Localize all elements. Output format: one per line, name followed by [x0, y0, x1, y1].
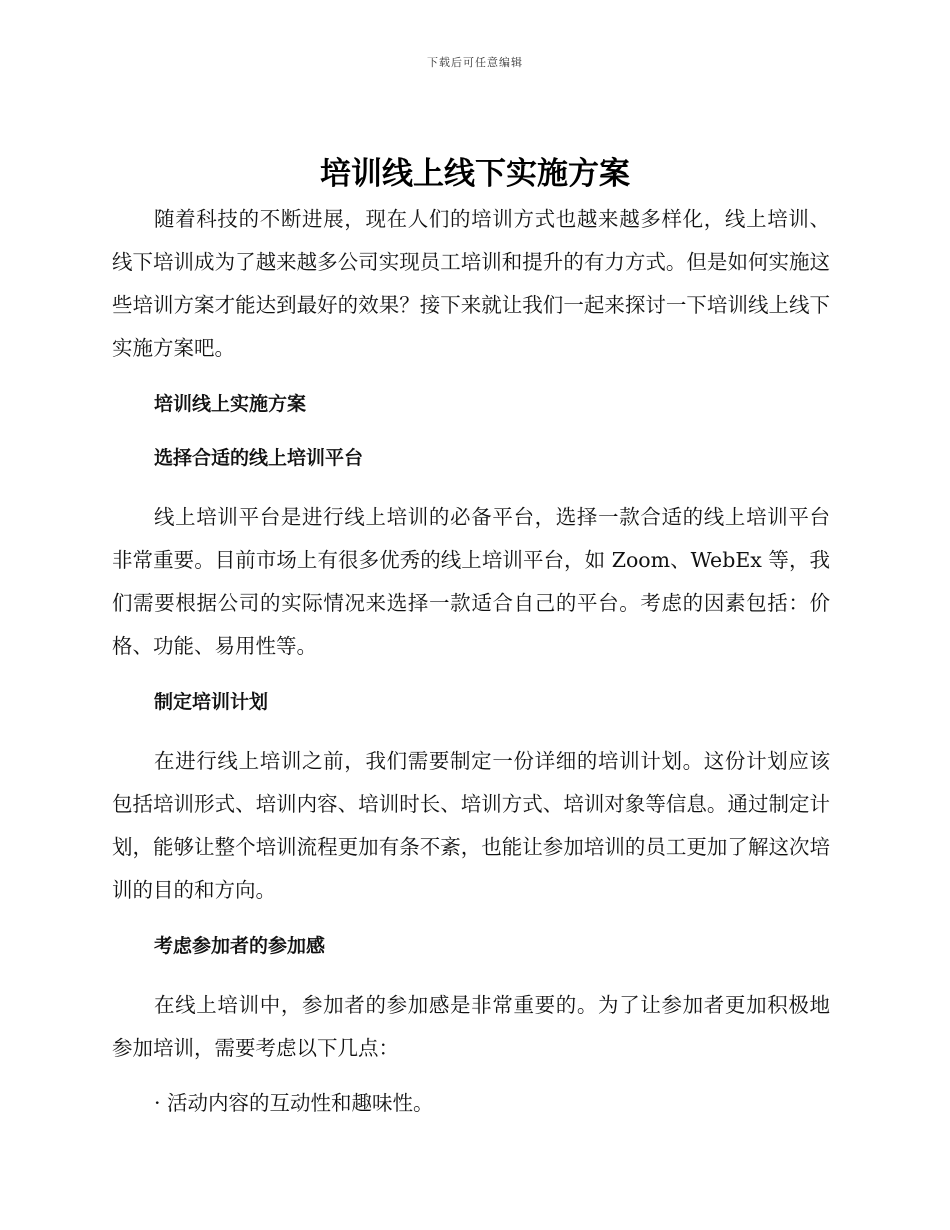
- document-title: 培训线上线下实施方案: [320, 156, 630, 192]
- paragraph-participation: 在线上培训中，参加者的参加感是非常重要的。为了让参加者更加积极地参加培训，需要考虑以下几点：: [112, 993, 830, 1060]
- subheading-platform: 选择合适的线上培训平台: [154, 447, 364, 469]
- document-body: [112, 198, 830, 1125]
- subheading-plan: 制定培训计划: [154, 691, 269, 713]
- header-note: 下载后可任意编辑: [427, 56, 523, 69]
- subheading-participation: 考虑参加者的参加感: [154, 935, 326, 957]
- intro-paragraph: 随着科技的不断进展，现在人们的培训方式也越来越多样化，线上培训、线下培训成为了越来越多公司实现员工培训和提升的有力方式。但是如何实施这些培训方案才能达到最好的效果？接下来就让我们一起来探讨一下培训线上线下实施方案吧。: [112, 207, 830, 360]
- section-heading-online: 培训线上实施方案: [154, 393, 307, 415]
- paragraph-platform: 线上培训平台是进行线上培训的必备平台，选择一款合适的线上培训平台非常重要。目前市场上有很多优秀的线上培训平台，如 Zoom、WebEx 等，我们需要根据公司的实际情况来选择一款适合自己的平台。考虑的因素包括：价格、功能、易用性等。: [112, 505, 830, 658]
- bullet-item: · 活动内容的互动性和趣味性。: [154, 1091, 434, 1115]
- paragraph-plan: 在进行线上培训之前，我们需要制定一份详细的培训计划。这份计划应该包括培训形式、培训内容、培训时长、培训方式、培训对象等信息。通过制定计划，能够让整个培训流程更加有条不紊，也能让参加培训的员工更加了解这次培训的目的和方向。: [112, 749, 830, 902]
